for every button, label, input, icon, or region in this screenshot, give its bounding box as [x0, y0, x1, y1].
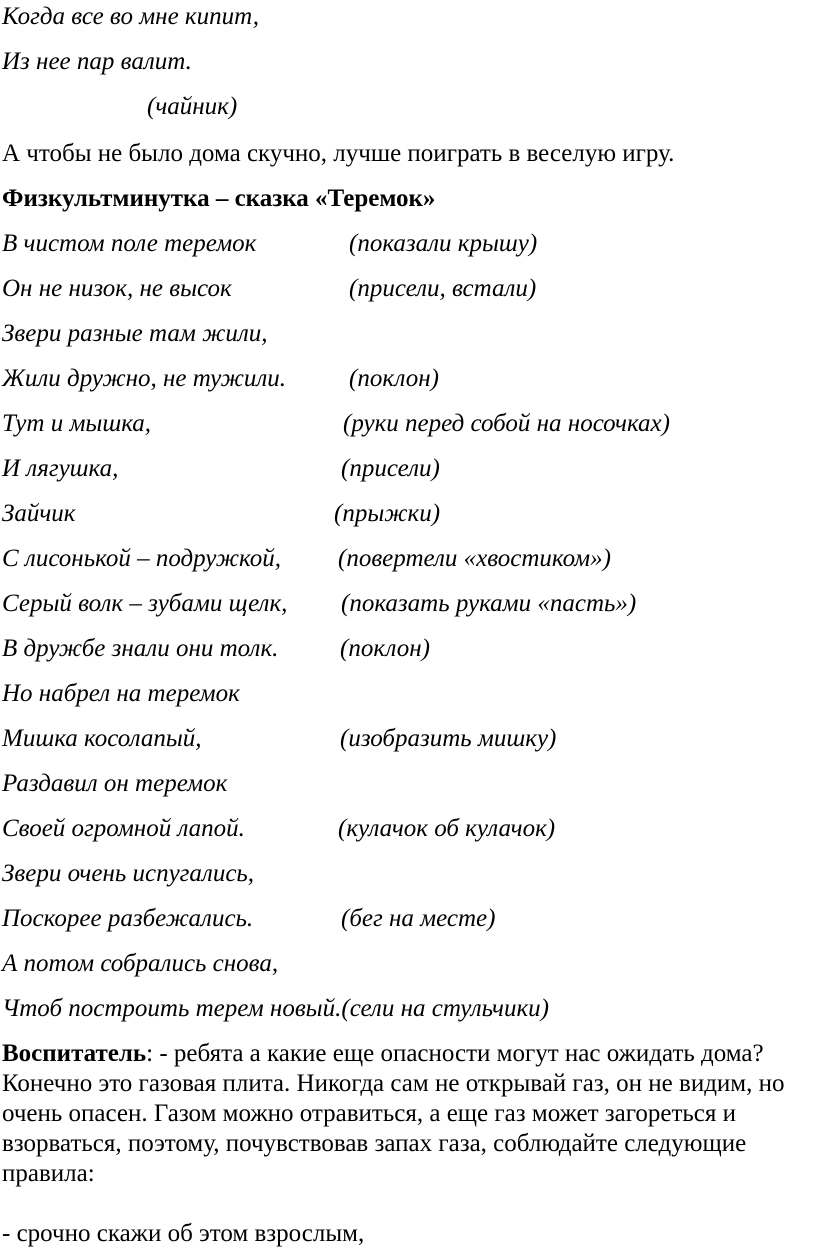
poem-text: В чистом поле теремок	[2, 230, 257, 257]
poem-text: В дружбе знали они толк.	[2, 635, 279, 662]
exercise-title: Физкультминутка – сказка «Теремок»	[2, 185, 436, 212]
poem-line	[2, 904, 496, 934]
poem-action: (присели)	[341, 455, 440, 482]
poem-text: Чтоб построить терем новый.(сели на стульчики)	[2, 995, 549, 1022]
riddle-answer: (чайник)	[147, 93, 238, 120]
poem-line	[2, 454, 440, 484]
poem-action: (поклон)	[340, 635, 430, 662]
poem-line	[2, 679, 240, 709]
poem-line	[2, 994, 549, 1024]
poem-text: Он не низок, не высок	[2, 275, 232, 302]
riddle-line-1: Когда все во мне кипит,	[2, 3, 260, 30]
poem-text: Поскорее разбежались.	[2, 905, 254, 932]
poem-line	[2, 634, 430, 664]
poem-line	[2, 814, 556, 844]
poem-action: (показали крышу)	[349, 230, 538, 257]
poem-text: Своей огромной лапой.	[2, 815, 245, 842]
poem-action: (прыжки)	[334, 500, 441, 527]
poem-action: (изобразить мишку)	[340, 725, 557, 752]
poem-action: (кулачок об кулачок)	[338, 815, 556, 842]
poem-text: Тут и мышка,	[2, 410, 152, 437]
poem-line	[2, 274, 537, 304]
poem-line	[2, 949, 278, 979]
poem-text: И лягушка,	[2, 455, 119, 482]
poem-text: Мишка косолапый,	[2, 725, 202, 752]
riddle-line-2: Из нее пар валит.	[2, 48, 192, 75]
poem-line	[2, 859, 254, 889]
poem-text: Жили дружно, не тужили.	[2, 365, 287, 392]
poem-line	[2, 364, 439, 394]
poem-text: Звери разные там жили,	[2, 320, 268, 347]
poem-action: (присели, встали)	[349, 275, 537, 302]
teacher-label: Воспитатель	[2, 1040, 147, 1067]
poem-action: (бег на месте)	[341, 905, 496, 932]
teacher-paragraph	[2, 1039, 807, 1189]
poem-text: Раздавил он теремок	[2, 770, 228, 797]
poem-line	[2, 319, 267, 349]
poem-line	[2, 229, 538, 259]
poem-line	[2, 409, 670, 439]
poem-line	[2, 589, 637, 619]
rule-item: - срочно скажи об этом взрослым,	[2, 1220, 365, 1247]
poem-text: А потом собрались снова,	[2, 950, 279, 977]
poem-line	[2, 769, 227, 799]
poem-text: С лисонькой – подружкой,	[2, 545, 282, 572]
poem-text: Зайчик	[2, 500, 76, 527]
poem-action: (повертели «хвостиком»)	[338, 545, 611, 572]
poem-text: Серый волк – зубами щелк,	[2, 590, 288, 617]
poem-line	[2, 499, 441, 529]
teacher-text: : - ребята а какие еще опасности могут нас ожидать дома? Конечно это газовая плита. Никогда сам не открывай газ, он не видим, но очень опасен. Газом можно отравиться, а еще газ может загореться и взорваться, поэтому, почувствовав запах газа, соблюдайте следующие правила:	[2, 1040, 785, 1187]
poem-line	[2, 544, 611, 574]
poem-text: Звери очень испугались,	[2, 860, 255, 887]
poem-action: (руки перед собой на носочках)	[343, 410, 670, 437]
poem-text: Но набрел на теремок	[2, 680, 240, 707]
intro-text: А чтобы не было дома скучно, лучше поиграть в веселую игру.	[2, 140, 675, 167]
poem-action: (показать руками «пасть»)	[341, 590, 637, 617]
poem-line	[2, 724, 557, 754]
poem-action: (поклон)	[349, 365, 439, 392]
